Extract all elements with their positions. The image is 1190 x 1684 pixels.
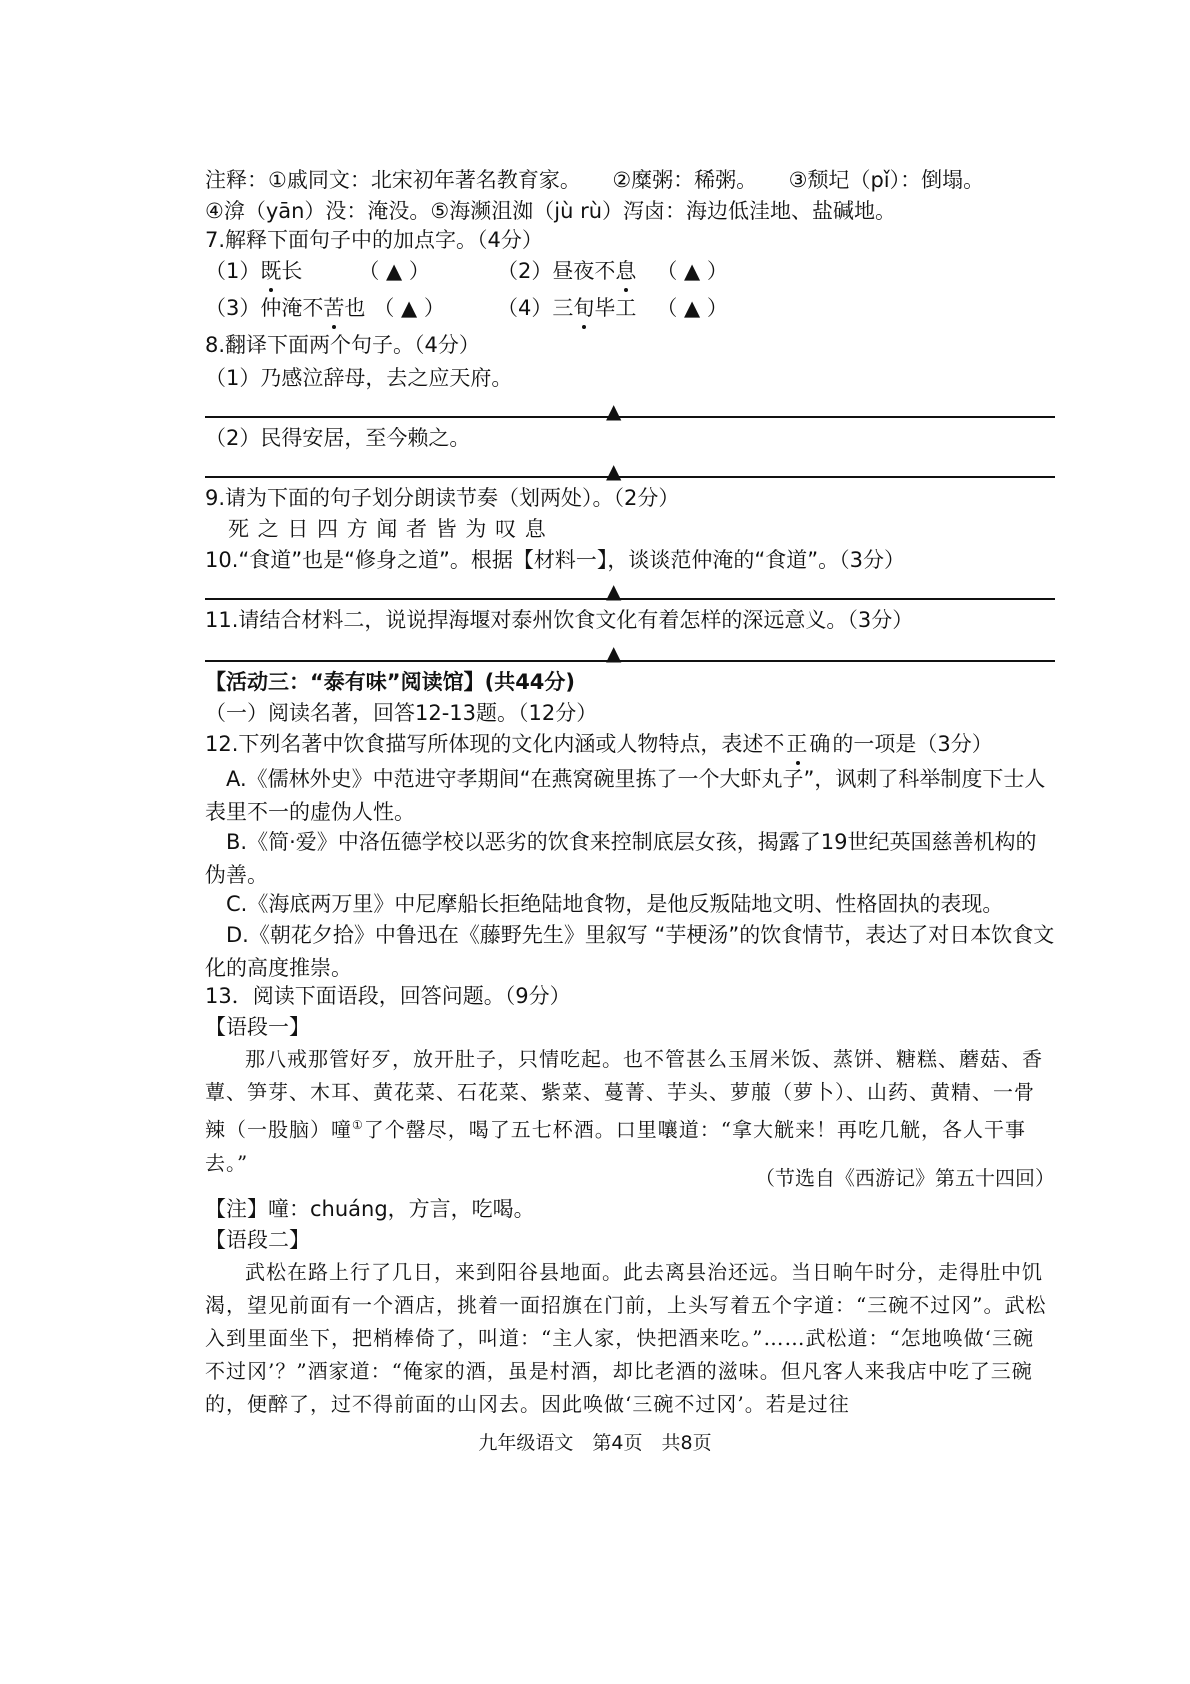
segment-1-note: 【注】噇：chuáng，方言，吃喝。 xyxy=(205,1197,535,1221)
segment-2-label: 【语段二】 xyxy=(205,1228,310,1252)
q9-title: 9.请为下面的句子划分朗读节奏（划两处）。（2分） xyxy=(205,486,680,510)
segment-1-label: 【语段一】 xyxy=(205,1015,310,1039)
answer-blank[interactable]: （ ▲ ） xyxy=(373,296,445,320)
answer-blank[interactable]: （ ▲ ） xyxy=(656,296,728,320)
answer-marker: ▲ xyxy=(606,399,622,423)
activity-title: 【活动三：“泰有味”阅读馆】(共44分) xyxy=(205,670,576,694)
segment-1-text: 那八戒那管好歹，放开肚子，只情吃起。也不管甚么玉屑米饭、蒸饼、糖糕、蘑菇、香蕈、笋芽、木耳、黄花菜、石花菜、紫菜、蔓菁、芋头、萝菔（萝卜）、山药、黄精、一骨辣（一股脑）噇①了个罄尽，喝了五七杯酒。口里嚷道：“拿大觥来！再吃几觥，各人干事去。” xyxy=(205,1047,1043,1175)
answer-marker: ▲ xyxy=(606,641,622,665)
q7-item-1: （1）既长 （ ▲ ） xyxy=(205,255,430,287)
note-line-2: ④渰（yān）没：淹没。⑤海濒沮洳（jù rù）泻卤：海边低洼地、盐碱地。 xyxy=(205,199,897,223)
q7-item-3: （3）仲淹不苦也 （ ▲ ） xyxy=(205,292,445,324)
answer-blank[interactable]: （ ▲ ） xyxy=(656,259,728,283)
q7-title: 7.解释下面句子中的加点字。（4分） xyxy=(205,228,543,252)
answer-marker: ▲ xyxy=(606,459,622,483)
answer-line[interactable] xyxy=(205,660,1055,662)
answer-line[interactable] xyxy=(205,598,1055,600)
q7-item-2: （2）昼夜不息 （ ▲ ） xyxy=(497,255,728,287)
answer-blank[interactable]: （ ▲ ） xyxy=(358,259,430,283)
q9-sentence[interactable]: 死 之 日 四 方 闻 者 皆 为 叹 息 xyxy=(228,517,547,541)
q8-sentence-2: （2）民得安居，至今赖之。 xyxy=(205,426,471,450)
q8-title: 8.翻译下面两个句子。（4分） xyxy=(205,333,480,357)
note-line-1: 注释：①戚同文：北宋初年著名教育家。 ②糜粥：稀粥。 ③颓圮（pǐ）：倒塌。 xyxy=(205,168,985,192)
page-footer: 九年级语文 第4页 共8页 xyxy=(478,1432,712,1454)
answer-line[interactable] xyxy=(205,416,1055,418)
q12-option-a[interactable]: A.《儒林外史》中范进守孝期间“在燕窝碗里拣了一个大虾丸子”，讽刺了科举制度下士人表里不一的虚伪人性。 xyxy=(205,767,1046,824)
answer-line[interactable] xyxy=(205,476,1055,478)
dotted-char: 息 xyxy=(615,255,636,287)
dotted-char: 苦 xyxy=(323,292,344,324)
answer-marker: ▲ xyxy=(606,579,622,603)
dotted-char: 旬 xyxy=(573,292,594,324)
emphasis-text: 不正确 xyxy=(763,728,832,760)
q12-option-b[interactable]: B.《简·爱》中洛伍德学校以恶劣的饮食来控制底层女孩，揭露了19世纪英国慈善机构的伪善。 xyxy=(205,830,1037,887)
q12-title: 12.下列名著中饮食描写所体现的文化内涵或人物特点，表述不正确的一项是（3分） xyxy=(205,728,993,760)
q12-option-c[interactable]: C.《海底两万里》中尼摩船长拒绝陆地食物，是他反叛陆地文明、性格固执的表现。 xyxy=(226,892,1004,916)
segment-1-source: （节选自《西游记》第五十四回） xyxy=(755,1166,1055,1190)
segment-2-text: 武松在路上行了几日，来到阳谷县地面。此去离县治还远。当日晌午时分，走得肚中饥渴，望见前面有一个酒店，挑着一面招旗在门前，上头写着五个字道：“三碗不过冈”。武松入到里面坐下，把梢棒倚了，叫道：“主人家，快把酒来吃。”……武松道：“怎地唤做‘三碗不过冈’？”酒家道：“俺家的酒，虽是村酒，却比老酒的滋味。但凡客人来我店中吃了三碗的，便醉了，过不得前面的山冈去。因此唤做‘三碗不过冈’。若是过往 xyxy=(205,1260,1047,1416)
activity-subtitle: （一）阅读名著，回答12-13题。（12分） xyxy=(205,701,598,725)
q13-title: 13．阅读下面语段，回答问题。（9分） xyxy=(205,984,571,1008)
q12-option-d[interactable]: D.《朝花夕拾》中鲁迅在《藤野先生》里叙写 “芋梗汤”的饮食情节，表达了对日本饮食文化的高度推崇。 xyxy=(205,923,1055,980)
q11-title: 11.请结合材料二，说说捍海堰对泰州饮食文化有着怎样的深远意义。（3分） xyxy=(205,608,914,632)
q8-sentence-1: （1）乃感泣辞母，去之应天府。 xyxy=(205,366,513,390)
dotted-char: 既 xyxy=(260,255,281,287)
q10-title: 10.“食道”也是“修身之道”。根据【材料一】，谈谈范仲淹的“食道”。（3分） xyxy=(205,548,906,572)
q7-item-4: （4）三旬毕工 （ ▲ ） xyxy=(497,292,728,324)
